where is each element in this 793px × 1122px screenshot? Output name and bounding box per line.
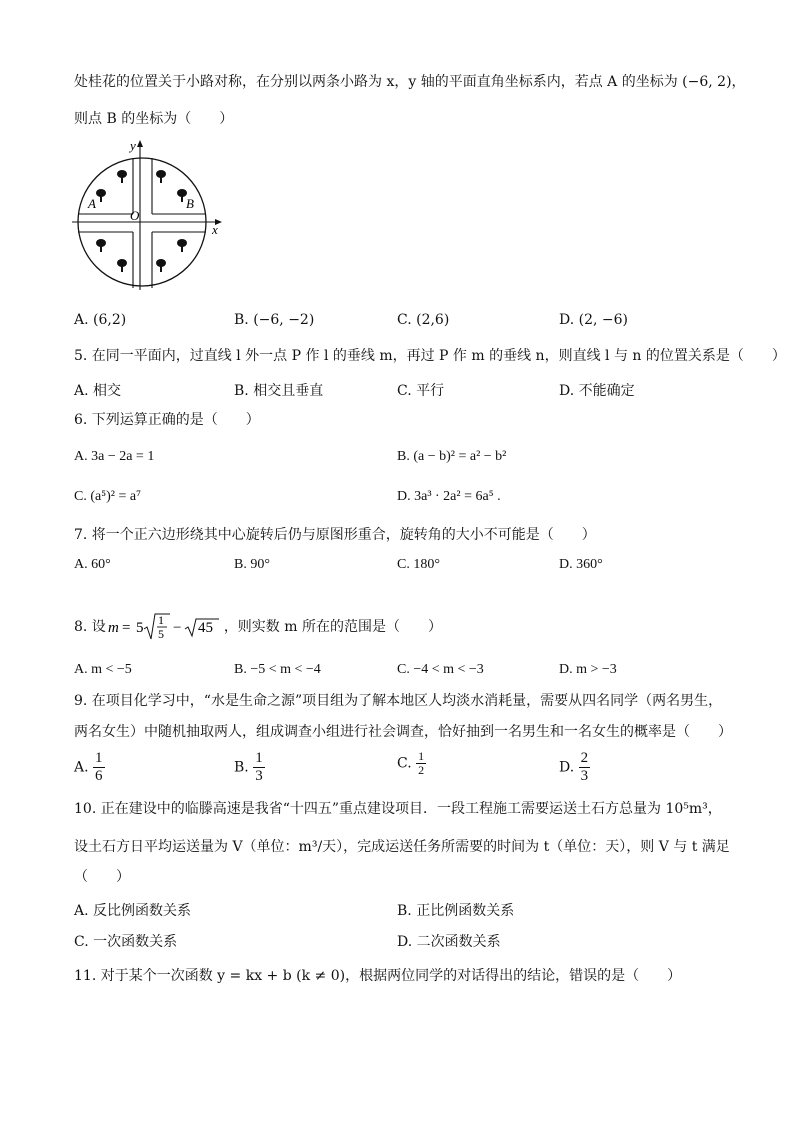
q5-options xyxy=(74,380,754,402)
q6-stem: 6. 下列运算正确的是（ ） xyxy=(74,412,260,428)
q11-stem: 11. 对于某个一次函数 y = kx + b (k ≠ 0)，根据两位同学的对话得出的结论，错误的是（ ） xyxy=(74,968,682,984)
q4-options xyxy=(74,312,754,334)
q10-option-a: A. 反比例函数关系 xyxy=(74,903,192,919)
axis-y-label: y xyxy=(130,138,136,153)
q8-option-a: A. m < −5 xyxy=(74,662,132,677)
svg-text:−: − xyxy=(172,620,182,636)
q7-options xyxy=(74,557,754,579)
q8-option-b: B. −5 < m < −4 xyxy=(234,662,321,677)
tree-icon xyxy=(117,259,127,272)
q10-options-row2 xyxy=(74,931,754,953)
q5-stem: 5. 在同一平面内，过直线 l 外一点 P 作 l 的垂线 m，再过 P 作 m 的垂线 n，则直线 l 与 n 的位置关系是（ ） xyxy=(74,348,786,364)
q4-diagram xyxy=(70,138,230,298)
tree-icon xyxy=(156,170,166,183)
q7-option-c: C. 180° xyxy=(397,557,440,572)
q6-option-d: D. 3a³ · 2a² = 6a⁵ . xyxy=(397,489,501,504)
q8-option-d: D. m > −3 xyxy=(559,662,617,677)
svg-text:45: 45 xyxy=(197,620,213,636)
q10-option-d: D. 二次函数关系 xyxy=(397,934,501,950)
tree-icon xyxy=(177,239,187,252)
q7-stem: 7. 将一个正六边形绕其中心旋转后仍与原图形重合，旋转角的大小不可能是（ ） xyxy=(74,527,596,543)
q10-line-1: 10. 正在建设中的临滕高速是我省“十四五”重点建设项目．一段工程施工需要运送土石方总量为 10⁵m³， xyxy=(74,801,722,817)
point-a-label: A xyxy=(88,196,96,211)
svg-text:5: 5 xyxy=(135,620,144,636)
tree-icon xyxy=(156,259,166,272)
q6-option-c: C. (a⁵)² = a⁷ xyxy=(74,489,141,504)
axis-x-label: x xyxy=(212,222,218,237)
q6-option-b: B. (a − b)² = a² − b² xyxy=(397,449,507,464)
q6-options-row1 xyxy=(74,449,754,471)
q8-expression xyxy=(106,612,224,642)
q9-option-b: B. $\frac{1}{3}$ xyxy=(234,750,263,784)
tree-icon xyxy=(117,170,127,183)
point-b-label: B xyxy=(186,196,194,211)
q4-option-c: C. (2,6) xyxy=(397,312,450,328)
q8-prefix: 8. 设 xyxy=(74,619,106,635)
svg-text:=: = xyxy=(121,620,131,636)
q5-option-a: A. 相交 xyxy=(74,383,122,399)
q4-option-b: B. (−6, −2) xyxy=(234,312,315,328)
q10-option-c: C. 一次函数关系 xyxy=(74,934,178,950)
q7-option-b: B. 90° xyxy=(234,557,270,572)
svg-text:5: 5 xyxy=(157,627,164,641)
q9-option-c: C. $\frac{1}{2}$ xyxy=(397,749,425,777)
q6-options-row2 xyxy=(74,489,754,511)
q9-option-a: A. $\frac{1}{6}$ xyxy=(74,750,103,784)
q9-line-2: 两名女生）中随机抽取两人，组成调查小组进行社会调查，恰好抽到一名男生和一名女生的概率是（ ） xyxy=(74,724,732,740)
q8-suffix: ，则实数 m 所在的范围是（ ） xyxy=(223,619,442,635)
tree-icon xyxy=(96,239,106,252)
q8-stem xyxy=(74,612,442,642)
q10-line-3: （ ） xyxy=(74,869,130,885)
q8-option-c: C. −4 < m < −3 xyxy=(397,662,484,677)
svg-text:1: 1 xyxy=(157,613,164,627)
tree-icon xyxy=(96,189,106,202)
q9-line-1: 9. 在项目化学习中，“水是生命之源”项目组为了解本地区人均淡水消耗量，需要从四名同学（两名男生， xyxy=(74,693,723,709)
q10-line-2: 设土石方日平均运送量为 V（单位：m³/天），完成运送任务所需要的时间为 t（单位：天），则 V 与 t 满足 xyxy=(74,839,730,855)
q4-option-a: A. (6,2) xyxy=(74,312,127,328)
q5-option-b: B. 相交且垂直 xyxy=(234,383,324,399)
q5-option-d: D. 不能确定 xyxy=(559,383,635,399)
q8-options xyxy=(74,662,754,684)
q9-option-d: D. $\frac{2}{3}$ xyxy=(559,750,589,784)
q7-option-d: D. 360° xyxy=(559,557,603,572)
q10-options-row1 xyxy=(74,900,754,922)
origin-label: O xyxy=(130,208,140,223)
q5-option-c: C. 平行 xyxy=(397,383,445,399)
q7-option-a: A. 60° xyxy=(74,557,111,572)
svg-text:m: m xyxy=(107,620,119,636)
q4-line-1: 处桂花的位置关于小路对称，在分别以两条小路为 x，y 轴的平面直角坐标系内，若点 A 的坐标为 (−6, 2)， xyxy=(74,74,746,90)
q10-option-b: B. 正比例函数关系 xyxy=(397,903,515,919)
q4-option-d: D. (2, −6) xyxy=(559,312,628,328)
q6-option-a: A. 3a − 2a = 1 xyxy=(74,449,155,464)
q4-line-2: 则点 B 的坐标为（ ） xyxy=(74,111,234,127)
q9-options xyxy=(74,750,754,790)
